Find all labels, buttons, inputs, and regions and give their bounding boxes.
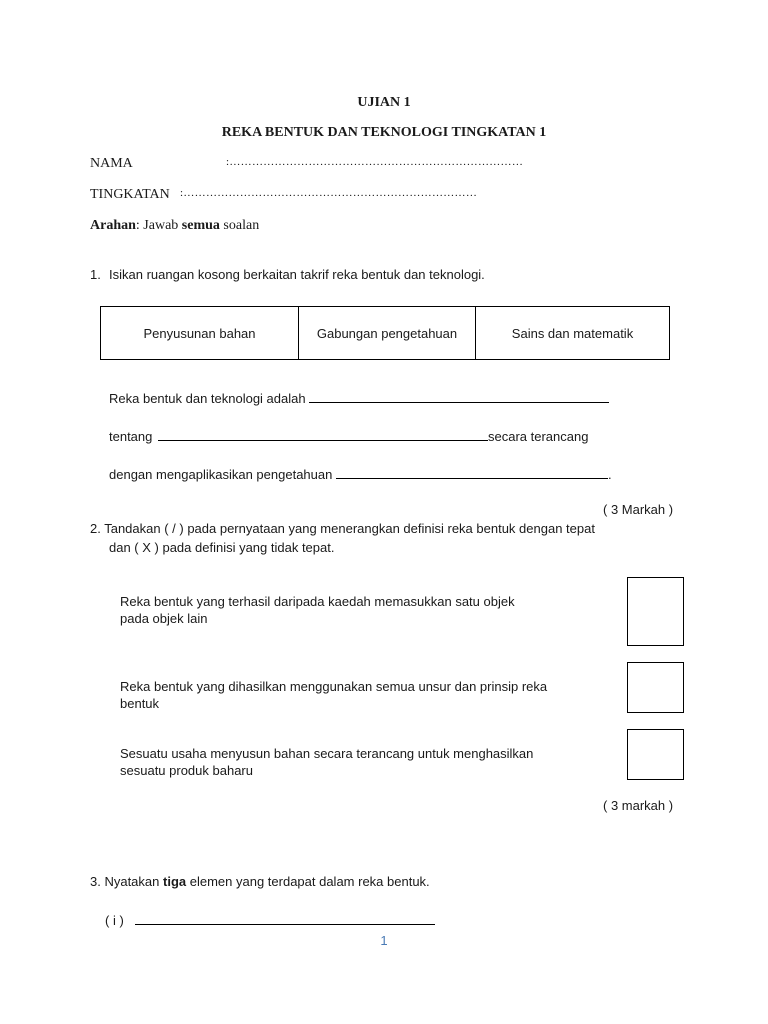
q2-marks: ( 3 markah ) bbox=[603, 798, 674, 813]
q1-blank-line-3 bbox=[109, 466, 612, 482]
nama-dots: :…………………………………………………………………… bbox=[226, 156, 524, 168]
q3-item-1 bbox=[105, 912, 435, 928]
instructions bbox=[90, 218, 259, 234]
q2-statement-2-line-2: bentuk bbox=[120, 696, 160, 711]
q3-emphasis: tiga bbox=[163, 874, 187, 889]
q1-line3-end: . bbox=[607, 467, 612, 482]
tingkatan-dots: :…………………………………………………………………… bbox=[180, 187, 478, 199]
tick-box[interactable] bbox=[627, 729, 684, 780]
q2-question-line-2: dan ( X ) pada definisi yang tidak tepat. bbox=[109, 540, 335, 555]
q2-statement-2-line-1: Reka bentuk yang dihasilkan menggunakan semua unsur dan prinsip reka bbox=[120, 679, 548, 694]
q2-statement-1-line-1: Reka bentuk yang terhasil daripada kaedah memasukkan satu objek bbox=[120, 594, 515, 609]
tingkatan-label: TINGKATAN bbox=[90, 187, 170, 202]
answer-blank[interactable] bbox=[135, 912, 435, 925]
q2-statement-1-line-2: pada objek lain bbox=[120, 611, 208, 626]
q1-marks: ( 3 Markah ) bbox=[603, 502, 674, 517]
instructions-label: Arahan bbox=[90, 218, 136, 233]
q3-text-a: 3. Nyatakan bbox=[90, 874, 163, 889]
q2-question-line-1: 2. Tandakan ( / ) pada pernyataan yang menerangkan definisi reka bentuk dengan tepat bbox=[90, 521, 595, 536]
nama-label: NAMA bbox=[90, 156, 133, 171]
q1-blank-line-1 bbox=[109, 390, 609, 406]
q1-line2-text-b: secara terancang bbox=[488, 429, 589, 444]
q1-line1-text: Reka bentuk dan teknologi adalah bbox=[109, 391, 306, 406]
q1-question: Isikan ruangan kosong berkaitan takrif reka bentuk dan teknologi. bbox=[109, 267, 485, 282]
answer-blank[interactable] bbox=[309, 390, 609, 403]
q3-question bbox=[90, 874, 430, 889]
tick-box[interactable] bbox=[627, 662, 684, 713]
subject-title: REKA BENTUK DAN TEKNOLOGI TINGKATAN 1 bbox=[221, 125, 547, 140]
q3-text-b: elemen yang terdapat dalam reka bentuk. bbox=[186, 874, 430, 889]
q1-blank-line-2 bbox=[109, 428, 588, 444]
q3-item-1-label: ( i ) bbox=[105, 913, 124, 928]
answer-blank[interactable] bbox=[158, 428, 488, 441]
q2-statement-3-line-2: sesuatu produk baharu bbox=[120, 763, 253, 778]
q2-statement-3-line-1: Sesuatu usaha menyusun bahan secara terancang untuk menghasilkan bbox=[120, 746, 534, 761]
q1-line2-text-a: tentang bbox=[109, 429, 153, 444]
q1-line3-text: dengan mengaplikasikan pengetahuan bbox=[109, 467, 333, 482]
answer-blank[interactable] bbox=[336, 466, 608, 479]
q1-number: 1. bbox=[90, 267, 101, 282]
instructions-text-b: soalan bbox=[219, 218, 260, 233]
q1-option-cell: Penyusunan bahan bbox=[101, 307, 299, 359]
instructions-emphasis: semua bbox=[181, 218, 220, 233]
q1-option-cell: Sains dan matematik bbox=[511, 325, 634, 341]
page-number: 1 bbox=[380, 933, 388, 948]
tick-box[interactable] bbox=[627, 577, 684, 646]
instructions-text-a: : Jawab bbox=[135, 218, 182, 233]
test-title: UJIAN 1 bbox=[357, 95, 411, 110]
q1-option-cell: Gabungan pengetahuan bbox=[299, 307, 476, 359]
q1-options-table bbox=[100, 306, 670, 360]
